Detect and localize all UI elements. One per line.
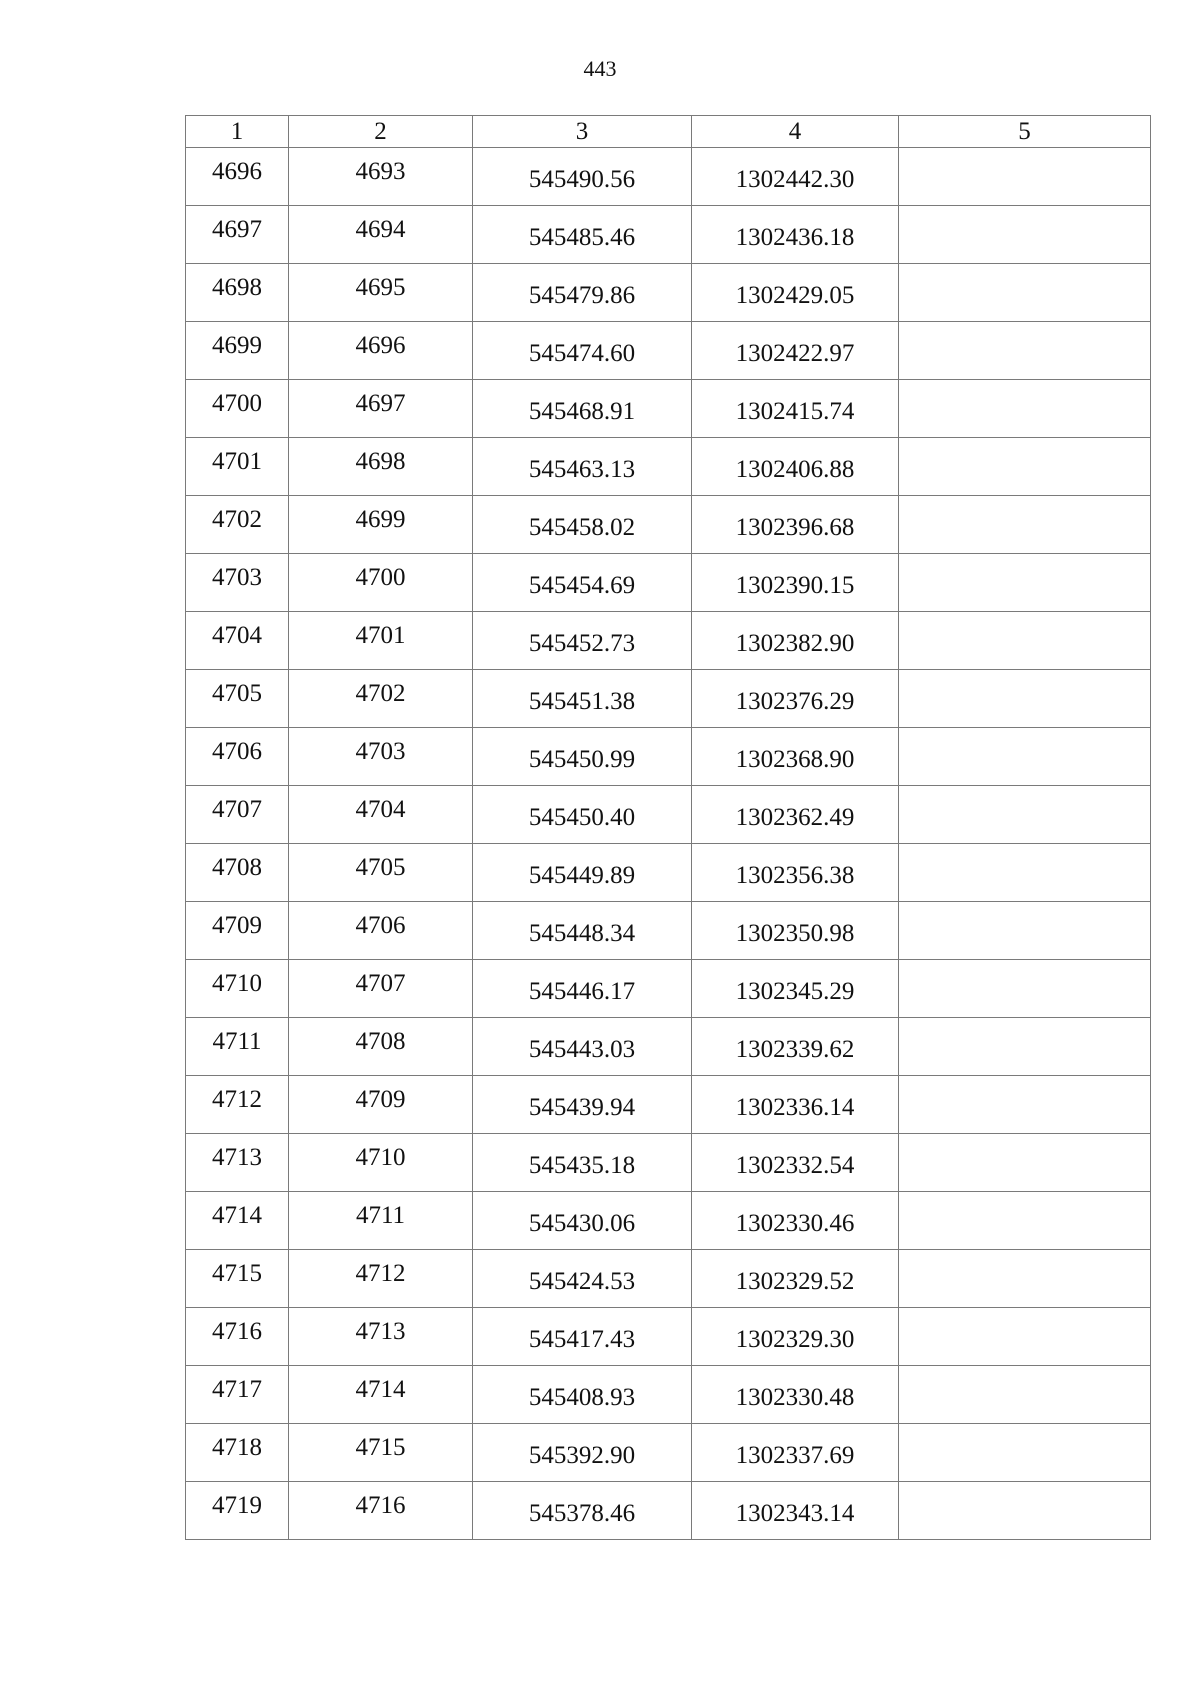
note-cell	[899, 322, 1151, 380]
ref-number-cell: 4714	[289, 1366, 473, 1424]
note-cell	[899, 1308, 1151, 1366]
note-cell	[899, 1250, 1151, 1308]
point-number-cell: 4698	[186, 264, 289, 322]
ref-number-cell: 4702	[289, 670, 473, 728]
x-coordinate-cell: 545450.99	[473, 728, 692, 786]
table-row	[186, 148, 1151, 206]
y-coordinate-cell: 1302356.38	[692, 844, 899, 902]
table-row	[186, 1482, 1151, 1540]
y-coordinate-cell: 1302429.05	[692, 264, 899, 322]
x-coordinate-cell: 545450.40	[473, 786, 692, 844]
y-coordinate-cell: 1302329.52	[692, 1250, 899, 1308]
table-header	[186, 116, 1151, 148]
table-row	[186, 1250, 1151, 1308]
table-row	[186, 1018, 1151, 1076]
y-coordinate-cell: 1302422.97	[692, 322, 899, 380]
x-coordinate-cell: 545417.43	[473, 1308, 692, 1366]
x-coordinate-cell: 545435.18	[473, 1134, 692, 1192]
table-row	[186, 1192, 1151, 1250]
point-number-cell: 4699	[186, 322, 289, 380]
x-coordinate-cell: 545430.06	[473, 1192, 692, 1250]
ref-number-cell: 4696	[289, 322, 473, 380]
y-coordinate-cell: 1302329.30	[692, 1308, 899, 1366]
y-coordinate-cell: 1302345.29	[692, 960, 899, 1018]
y-coordinate-cell: 1302415.74	[692, 380, 899, 438]
y-coordinate-cell: 1302362.49	[692, 786, 899, 844]
x-coordinate-cell: 545451.38	[473, 670, 692, 728]
table-row	[186, 1308, 1151, 1366]
note-cell	[899, 206, 1151, 264]
note-cell	[899, 670, 1151, 728]
point-number-cell: 4707	[186, 786, 289, 844]
ref-number-cell: 4713	[289, 1308, 473, 1366]
x-coordinate-cell: 545458.02	[473, 496, 692, 554]
table-row	[186, 902, 1151, 960]
ref-number-cell: 4700	[289, 554, 473, 612]
table-row	[186, 264, 1151, 322]
point-number-cell: 4702	[186, 496, 289, 554]
y-coordinate-cell: 1302442.30	[692, 148, 899, 206]
y-coordinate-cell: 1302368.90	[692, 728, 899, 786]
point-number-cell: 4715	[186, 1250, 289, 1308]
x-coordinate-cell: 545424.53	[473, 1250, 692, 1308]
table-row	[186, 844, 1151, 902]
y-coordinate-cell: 1302376.29	[692, 670, 899, 728]
y-coordinate-cell: 1302436.18	[692, 206, 899, 264]
x-coordinate-cell: 545408.93	[473, 1366, 692, 1424]
table-row	[186, 438, 1151, 496]
note-cell	[899, 902, 1151, 960]
point-number-cell: 4711	[186, 1018, 289, 1076]
table-row	[186, 206, 1151, 264]
x-coordinate-cell: 545378.46	[473, 1482, 692, 1540]
x-coordinate-cell: 545446.17	[473, 960, 692, 1018]
column-header-5: 5	[899, 116, 1151, 148]
x-coordinate-cell: 545392.90	[473, 1424, 692, 1482]
x-coordinate-cell: 545463.13	[473, 438, 692, 496]
ref-number-cell: 4697	[289, 380, 473, 438]
table-row	[186, 1076, 1151, 1134]
y-coordinate-cell: 1302330.48	[692, 1366, 899, 1424]
note-cell	[899, 1192, 1151, 1250]
table-row	[186, 612, 1151, 670]
x-coordinate-cell: 545443.03	[473, 1018, 692, 1076]
x-coordinate-cell: 545474.60	[473, 322, 692, 380]
y-coordinate-cell: 1302339.62	[692, 1018, 899, 1076]
y-coordinate-cell: 1302382.90	[692, 612, 899, 670]
point-number-cell: 4703	[186, 554, 289, 612]
note-cell	[899, 612, 1151, 670]
table-row	[186, 786, 1151, 844]
note-cell	[899, 1482, 1151, 1540]
ref-number-cell: 4711	[289, 1192, 473, 1250]
ref-number-cell: 4716	[289, 1482, 473, 1540]
table-row	[186, 728, 1151, 786]
note-cell	[899, 844, 1151, 902]
ref-number-cell: 4699	[289, 496, 473, 554]
note-cell	[899, 1134, 1151, 1192]
ref-number-cell: 4703	[289, 728, 473, 786]
ref-number-cell: 4693	[289, 148, 473, 206]
ref-number-cell: 4701	[289, 612, 473, 670]
x-coordinate-cell: 545452.73	[473, 612, 692, 670]
x-coordinate-cell: 545485.46	[473, 206, 692, 264]
note-cell	[899, 148, 1151, 206]
note-cell	[899, 264, 1151, 322]
ref-number-cell: 4695	[289, 264, 473, 322]
y-coordinate-cell: 1302396.68	[692, 496, 899, 554]
point-number-cell: 4705	[186, 670, 289, 728]
note-cell	[899, 1424, 1151, 1482]
ref-number-cell: 4694	[289, 206, 473, 264]
note-cell	[899, 786, 1151, 844]
column-header-4: 4	[692, 116, 899, 148]
x-coordinate-cell: 545468.91	[473, 380, 692, 438]
note-cell	[899, 496, 1151, 554]
ref-number-cell: 4709	[289, 1076, 473, 1134]
table-body	[186, 148, 1151, 1540]
point-number-cell: 4704	[186, 612, 289, 670]
x-coordinate-cell: 545439.94	[473, 1076, 692, 1134]
x-coordinate-cell: 545448.34	[473, 902, 692, 960]
y-coordinate-cell: 1302337.69	[692, 1424, 899, 1482]
x-coordinate-cell: 545479.86	[473, 264, 692, 322]
point-number-cell: 4719	[186, 1482, 289, 1540]
ref-number-cell: 4704	[289, 786, 473, 844]
note-cell	[899, 380, 1151, 438]
note-cell	[899, 960, 1151, 1018]
point-number-cell: 4713	[186, 1134, 289, 1192]
ref-number-cell: 4698	[289, 438, 473, 496]
header-row	[186, 116, 1151, 148]
point-number-cell: 4697	[186, 206, 289, 264]
table-row	[186, 322, 1151, 380]
ref-number-cell: 4715	[289, 1424, 473, 1482]
point-number-cell: 4696	[186, 148, 289, 206]
point-number-cell: 4716	[186, 1308, 289, 1366]
y-coordinate-cell: 1302332.54	[692, 1134, 899, 1192]
point-number-cell: 4700	[186, 380, 289, 438]
y-coordinate-cell: 1302406.88	[692, 438, 899, 496]
point-number-cell: 4706	[186, 728, 289, 786]
point-number-cell: 4708	[186, 844, 289, 902]
note-cell	[899, 1366, 1151, 1424]
column-header-3: 3	[473, 116, 692, 148]
ref-number-cell: 4705	[289, 844, 473, 902]
ref-number-cell: 4707	[289, 960, 473, 1018]
point-number-cell: 4714	[186, 1192, 289, 1250]
y-coordinate-cell: 1302350.98	[692, 902, 899, 960]
y-coordinate-cell: 1302390.15	[692, 554, 899, 612]
table-row	[186, 1424, 1151, 1482]
x-coordinate-cell: 545449.89	[473, 844, 692, 902]
table-row	[186, 380, 1151, 438]
table-row	[186, 1366, 1151, 1424]
note-cell	[899, 1076, 1151, 1134]
table-row	[186, 960, 1151, 1018]
table-row	[186, 496, 1151, 554]
point-number-cell: 4718	[186, 1424, 289, 1482]
ref-number-cell: 4708	[289, 1018, 473, 1076]
note-cell	[899, 554, 1151, 612]
point-number-cell: 4701	[186, 438, 289, 496]
y-coordinate-cell: 1302336.14	[692, 1076, 899, 1134]
table-row	[186, 554, 1151, 612]
note-cell	[899, 728, 1151, 786]
y-coordinate-cell: 1302330.46	[692, 1192, 899, 1250]
column-header-1: 1	[186, 116, 289, 148]
column-header-2: 2	[289, 116, 473, 148]
ref-number-cell: 4710	[289, 1134, 473, 1192]
point-number-cell: 4712	[186, 1076, 289, 1134]
table-row	[186, 1134, 1151, 1192]
ref-number-cell: 4706	[289, 902, 473, 960]
point-number-cell: 4710	[186, 960, 289, 1018]
point-number-cell: 4709	[186, 902, 289, 960]
ref-number-cell: 4712	[289, 1250, 473, 1308]
note-cell	[899, 438, 1151, 496]
x-coordinate-cell: 545454.69	[473, 554, 692, 612]
coordinates-table	[185, 115, 1151, 1540]
point-number-cell: 4717	[186, 1366, 289, 1424]
note-cell	[899, 1018, 1151, 1076]
table-row	[186, 670, 1151, 728]
page-number: 443	[583, 56, 617, 81]
y-coordinate-cell: 1302343.14	[692, 1482, 899, 1540]
x-coordinate-cell: 545490.56	[473, 148, 692, 206]
